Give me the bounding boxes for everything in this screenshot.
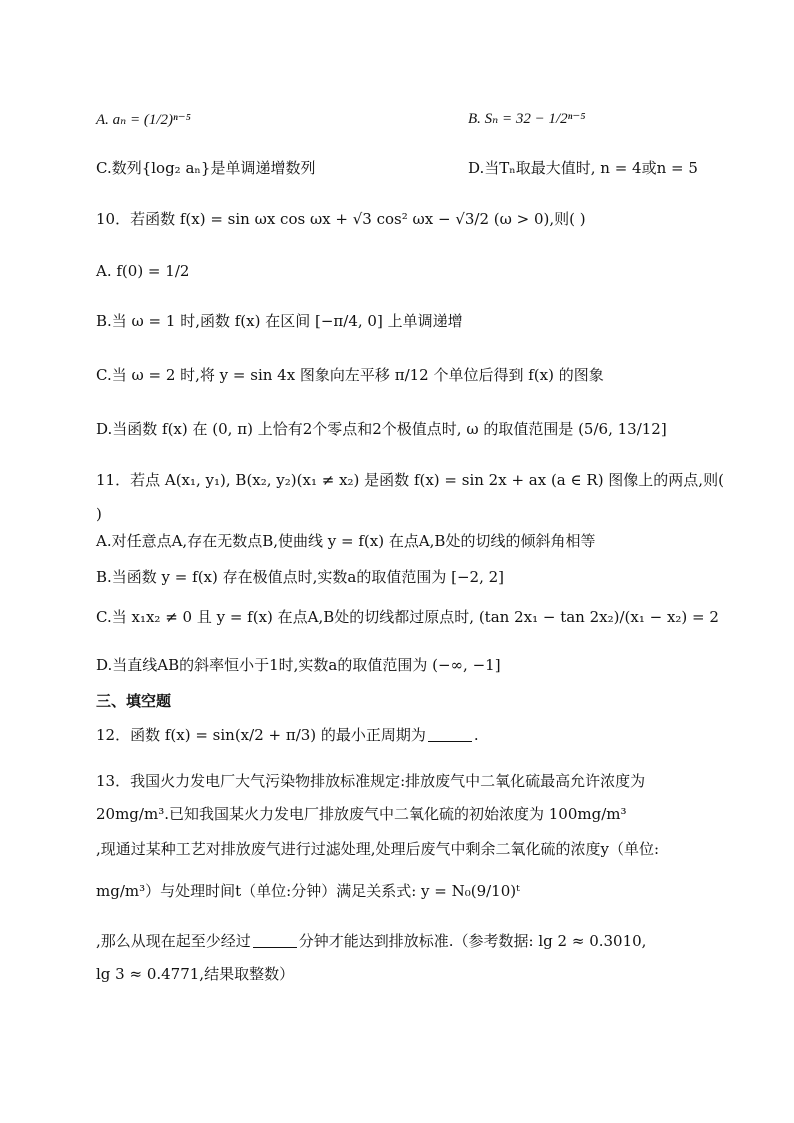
q13-line6: lg 3 ≈ 0.4771,结果取整数） — [96, 965, 295, 983]
q12-answer-blank — [428, 727, 472, 742]
q9-option-b: B. Sₙ = 32 − 1/2ⁿ⁻⁵ — [468, 111, 586, 127]
q10-option-a: A. f(0) = 1/2 — [96, 262, 190, 280]
q10-stem: 10．若函数 f(x) = sin ωx cos ωx + √3 cos² ωx − √3/2 (ω > 0),则( ) — [96, 210, 586, 228]
q13-line5-text: ,那么从现在起至少经过 — [96, 932, 251, 950]
q9-option-c: C.数列{log₂ aₙ}是单调递增数列 — [96, 159, 316, 177]
q10-option-b: B.当 ω = 1 时,函数 f(x) 在区间 [−π/4, 0] 上单调递增 — [96, 312, 463, 330]
q9-option-d: D.当Tₙ取最大值时, n = 4或n = 5 — [468, 159, 698, 177]
q11-option-a: A.对任意点A,存在无数点B,使曲线 y = f(x) 在点A,B处的切线的倾斜角相等 — [96, 532, 596, 550]
q13-line1: 13．我国火力发电厂大气污染物排放标准规定:排放废气中二氧化硫最高允许浓度为 — [96, 772, 646, 790]
q12-line — [96, 724, 704, 746]
q9-option-row-cd — [96, 157, 704, 179]
q10-option-c: C.当 ω = 2 时,将 y = sin 4x 图象向左平移 π/12 个单位后得到 f(x) 的图象 — [96, 366, 604, 384]
q10-option-d: D.当函数 f(x) 在 (0, π) 上恰有2个零点和2个极值点时, ω 的取值范围是 (5/6, 13/12] — [96, 420, 667, 438]
q13-answer-blank — [253, 933, 297, 948]
q13-line2: 20mg/m³.已知我国某火力发电厂排放废气中二氧化硫的初始浓度为 100mg/m³ — [96, 805, 627, 823]
q11-stem-line1: 11．若点 A(x₁, y₁), B(x₂, y₂)(x₁ ≠ x₂) 是函数 f(x) = sin 2x + ax (a ∈ R) 图像上的两点,则( — [96, 471, 724, 489]
q11-option-d: D.当直线AB的斜率恒小于1时,实数a的取值范围为 (−∞, −1] — [96, 656, 501, 674]
q13-line3: ,现通过某种工艺对排放废气进行过滤处理,处理后废气中剩余二氧化硫的浓度y（单位: — [96, 840, 660, 858]
q13-line4: mg/m³）与处理时间t（单位:分钟）满足关系式: y = N₀(9/10)ᵗ — [96, 882, 520, 900]
q11-option-b: B.当函数 y = f(x) 存在极值点时,实数a的取值范围为 [−2, 2] — [96, 568, 504, 586]
section-title: 三、填空题 — [96, 692, 172, 710]
q11-option-c: C.当 x₁x₂ ≠ 0 且 y = f(x) 在点A,B处的切线都过原点时, (tan 2x₁ − tan 2x₂)/(x₁ − x₂) = 2 — [96, 608, 719, 626]
q9-option-a: A. aₙ = (1/2)ⁿ⁻⁵ — [96, 112, 191, 128]
q9-option-row-ab — [96, 108, 704, 131]
q13-line5-text-end: 分钟才能达到排放标准.（参考数据: lg 2 ≈ 0.3010, — [298, 932, 647, 950]
q12-text-end: . — [473, 726, 479, 744]
q11-stem-line2: ) — [96, 505, 102, 523]
q13-line5 — [96, 930, 704, 952]
q12-text: 12．函数 f(x) = sin(x/2 + π/3) 的最小正周期为 — [96, 726, 426, 744]
